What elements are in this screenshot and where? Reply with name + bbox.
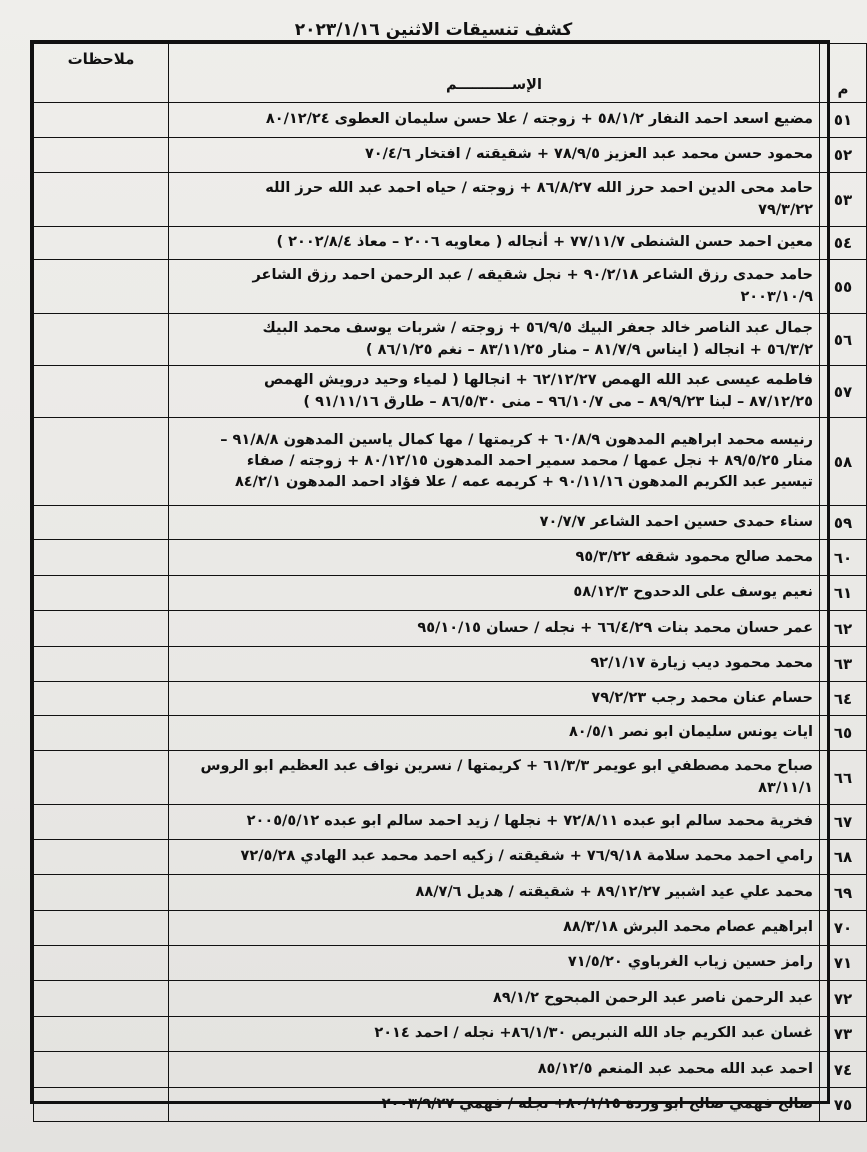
header-name: الإســـــــــــم [169,44,820,103]
row-name-text: محمد صالح محمود شقفه ٩٥/٣/٢٢ [575,548,813,565]
row-name [169,805,820,840]
header-number: م [820,44,867,103]
table-row [34,576,867,611]
row-notes [34,103,169,138]
row-number: ٧٣ [820,1017,867,1052]
table-row [34,1088,867,1122]
row-name [169,576,820,611]
table-row [34,227,867,260]
document-title: كشف تنسيقات الاثنين ٢٠٢٣/١/١٦ [294,20,573,40]
row-name [169,173,820,227]
row-notes [34,647,169,682]
row-name [169,506,820,540]
row-notes [34,506,169,540]
row-notes [34,981,169,1017]
row-name [169,1052,820,1088]
table-row [34,138,867,173]
row-number: ٥٧ [820,366,867,418]
table-row [34,840,867,875]
table-header-row [34,44,867,103]
row-notes [34,682,169,716]
row-number: ٦٤ [820,682,867,716]
row-name-text: محمود حسن محمد عبد العزيز ٧٨/٩/٥ + شقيقته / افتخار ٧٠/٤/٦ [364,146,813,163]
row-name-text: صالح فهمي صالح ابو وردة ٨٠/١/١٥+ نجله / فهمي ٢٠٠٣/٩/٢٧ [381,1095,813,1112]
row-number: ٥٤ [820,227,867,260]
row-name-text: جمال عبد الناصر خالد جعفر البيك ٥٦/٩/٥ + زوجته / شربات يوسف محمد البيك ٥٦/٣/٢ + انجاله ( ايناس ٨١/٧/٩ – منار ٨٣/١١/٢٥ – نغم ٨٦/١/٢٥ ) [262,320,813,358]
row-name [169,540,820,576]
row-notes [34,805,169,840]
row-notes [34,314,169,366]
row-number: ٧٠ [820,911,867,946]
row-name-text: حسام عنان محمد رجب ٧٩/٢/٢٣ [591,689,813,706]
row-number: ٦٧ [820,805,867,840]
row-number: ٦٢ [820,611,867,647]
row-name-text: رامز حسين زياب الغرباوي ٧١/٥/٢٠ [567,954,813,971]
row-number: ٧٢ [820,981,867,1017]
row-notes [34,1052,169,1088]
row-number: ٦٥ [820,716,867,751]
table-row [34,751,867,805]
row-name-text: محمد محمود ديب زيارة ٩٢/١/١٧ [590,655,813,672]
row-number: ٥٨ [820,418,867,506]
row-name [169,840,820,875]
row-number: ٧٤ [820,1052,867,1088]
row-number: ٦٩ [820,875,867,911]
row-notes [34,418,169,506]
row-name-text: ايات يونس سليمان ابو نصر ٨٠/٥/١ [568,724,813,741]
row-notes [34,875,169,911]
row-number: ٦٦ [820,751,867,805]
row-name [169,911,820,946]
table-row [34,647,867,682]
row-name-text: نعيم يوسف على الدحدوح ٥٨/١٢/٣ [573,584,813,601]
row-notes [34,540,169,576]
row-number: ٦٠ [820,540,867,576]
row-name [169,875,820,911]
row-name [169,946,820,981]
table-row [34,911,867,946]
row-name [169,366,820,418]
table-row [34,366,867,418]
table-row [34,981,867,1017]
table-row [34,1052,867,1088]
row-name [169,138,820,173]
row-name [169,647,820,682]
table-row [34,946,867,981]
row-number: ٥٩ [820,506,867,540]
row-notes [34,138,169,173]
table-row [34,875,867,911]
row-name-text: حامد حمدى رزق الشاعر ٩٠/٢/١٨ + نجل شقيقه / عبد الرحمن احمد رزق الشاعر ٢٠٠٣/١٠/٩ [252,267,813,305]
row-number: ٦٨ [820,840,867,875]
roster-table [33,43,867,1122]
row-name [169,1017,820,1052]
roster-table-frame [30,40,853,1114]
row-notes [34,840,169,875]
row-notes [34,611,169,647]
table-body [34,103,867,1122]
row-name-text: رامي احمد محمد سلامة ٧٦/٩/١٨ + شقيقته / زكيه احمد محمد عبد الهادي ٧٢/٥/٢٨ [240,848,813,865]
row-name [169,716,820,751]
row-notes [34,227,169,260]
row-name-text: غسان عبد الكريم جاد الله النبريص ٨٦/١/٣٠+ نجله / احمد ٢٠١٤ [374,1025,813,1042]
row-notes [34,260,169,314]
row-notes [34,716,169,751]
row-notes [34,366,169,418]
row-number: ٧١ [820,946,867,981]
row-name-text: ابراهيم عصام محمد البرش ٨٨/٣/١٨ [563,919,813,936]
row-notes [34,946,169,981]
row-name [169,227,820,260]
row-notes [34,1088,169,1122]
row-number: ٦٣ [820,647,867,682]
row-name-text: حامد محى الدين احمد حرز الله ٨٦/٨/٢٧ + زوجته / حياه احمد عبد الله حرز الله ٧٩/٣/٢٢ [265,180,813,218]
row-notes [34,576,169,611]
row-name-text: صباح محمد مصطفي ابو عويمر ٦١/٣/٣ + كريمتها / نسرين نواف عبد العظيم ابو الروس ٨٣/١١/١ [200,758,813,796]
row-name-text: فاطمه عيسى عبد الله الهمص ٦٢/١٢/٢٧ + انجالها ( لمياء وحيد درويش الهمص ٨٧/١٢/٢٥ – لبنا ٨٩/٩/٢٣ – مى ٩٦/١٠/٧ – منى ٨٦/٥/٣٠ – طارق ٩١/١١/١٦ ) [264,372,813,410]
header-notes: ملاحظات [34,44,169,103]
row-name [169,611,820,647]
row-name [169,260,820,314]
row-name [169,751,820,805]
table-row [34,716,867,751]
row-name-text: مضيع اسعد احمد النفار ٥٨/١/٢ + زوجته / علا حسن سليمان العطوى ٨٠/١٢/٢٤ [265,111,813,128]
row-number: ٥٣ [820,173,867,227]
row-number: ٧٥ [820,1088,867,1122]
row-name-text: رنيسه محمد ابراهيم المدهون ٦٠/٨/٩ + كريمتها / مها كمال ياسين المدهون ٩١/٨/٨ – منار ٨٩/٥/٢٥ + نجل عمها / محمد سمير احمد المدهون ٨٠/١٢/١٥ + زوجته / صفاء تيسير عبد الكريم المدهون ٩٠/١١/١٦ + كريمه عمه / علا فؤاد احمد المدهون ٨٤/٢/١ [220,431,813,490]
row-notes [34,911,169,946]
row-notes [34,173,169,227]
table-row [34,682,867,716]
row-name [169,103,820,138]
table-row [34,506,867,540]
row-name-text: احمد عبد الله محمد عبد المنعم ٨٥/١٢/٥ [537,1060,813,1077]
row-number: ٦١ [820,576,867,611]
row-name-text: محمد علي عيد اشبير ٨٩/١٢/٢٧ + شقيقته / هديل ٨٨/٧/٦ [415,883,813,900]
table-row [34,418,867,506]
row-number: ٥٥ [820,260,867,314]
table-row [34,805,867,840]
table-row [34,1017,867,1052]
row-number: ٥٢ [820,138,867,173]
table-row [34,611,867,647]
row-name-text: سناء حمدى حسين احمد الشاعر ٧٠/٧/٧ [539,513,813,530]
table-row [34,540,867,576]
table-row [34,314,867,366]
table-row [34,103,867,138]
row-notes [34,751,169,805]
row-name [169,981,820,1017]
row-name-text: عمر حسان محمد بنات ٦٦/٤/٢٩ + نجله / حسان ٩٥/١٠/١٥ [417,619,813,636]
row-name [169,682,820,716]
row-name [169,418,820,506]
row-number: ٥٦ [820,314,867,366]
row-name-text: عبد الرحمن ناصر عبد الرحمن المبحوح ٨٩/١/٢ [493,989,813,1006]
row-notes [34,1017,169,1052]
row-name [169,1088,820,1122]
row-number: ٥١ [820,103,867,138]
row-name-text: فخرية محمد سالم ابو عبده ٧٢/٨/١١ + نجلها / زيد احمد سالم ابو عبده ٢٠٠٥/٥/١٢ [246,813,813,830]
table-row [34,173,867,227]
row-name-text: معين احمد حسن الشنطى ٧٧/١١/٧ + أنجاله ( معاويه ٢٠٠٦ – معاذ ٢٠٠٢/٨/٤ ) [276,234,813,251]
row-name [169,314,820,366]
table-row [34,260,867,314]
